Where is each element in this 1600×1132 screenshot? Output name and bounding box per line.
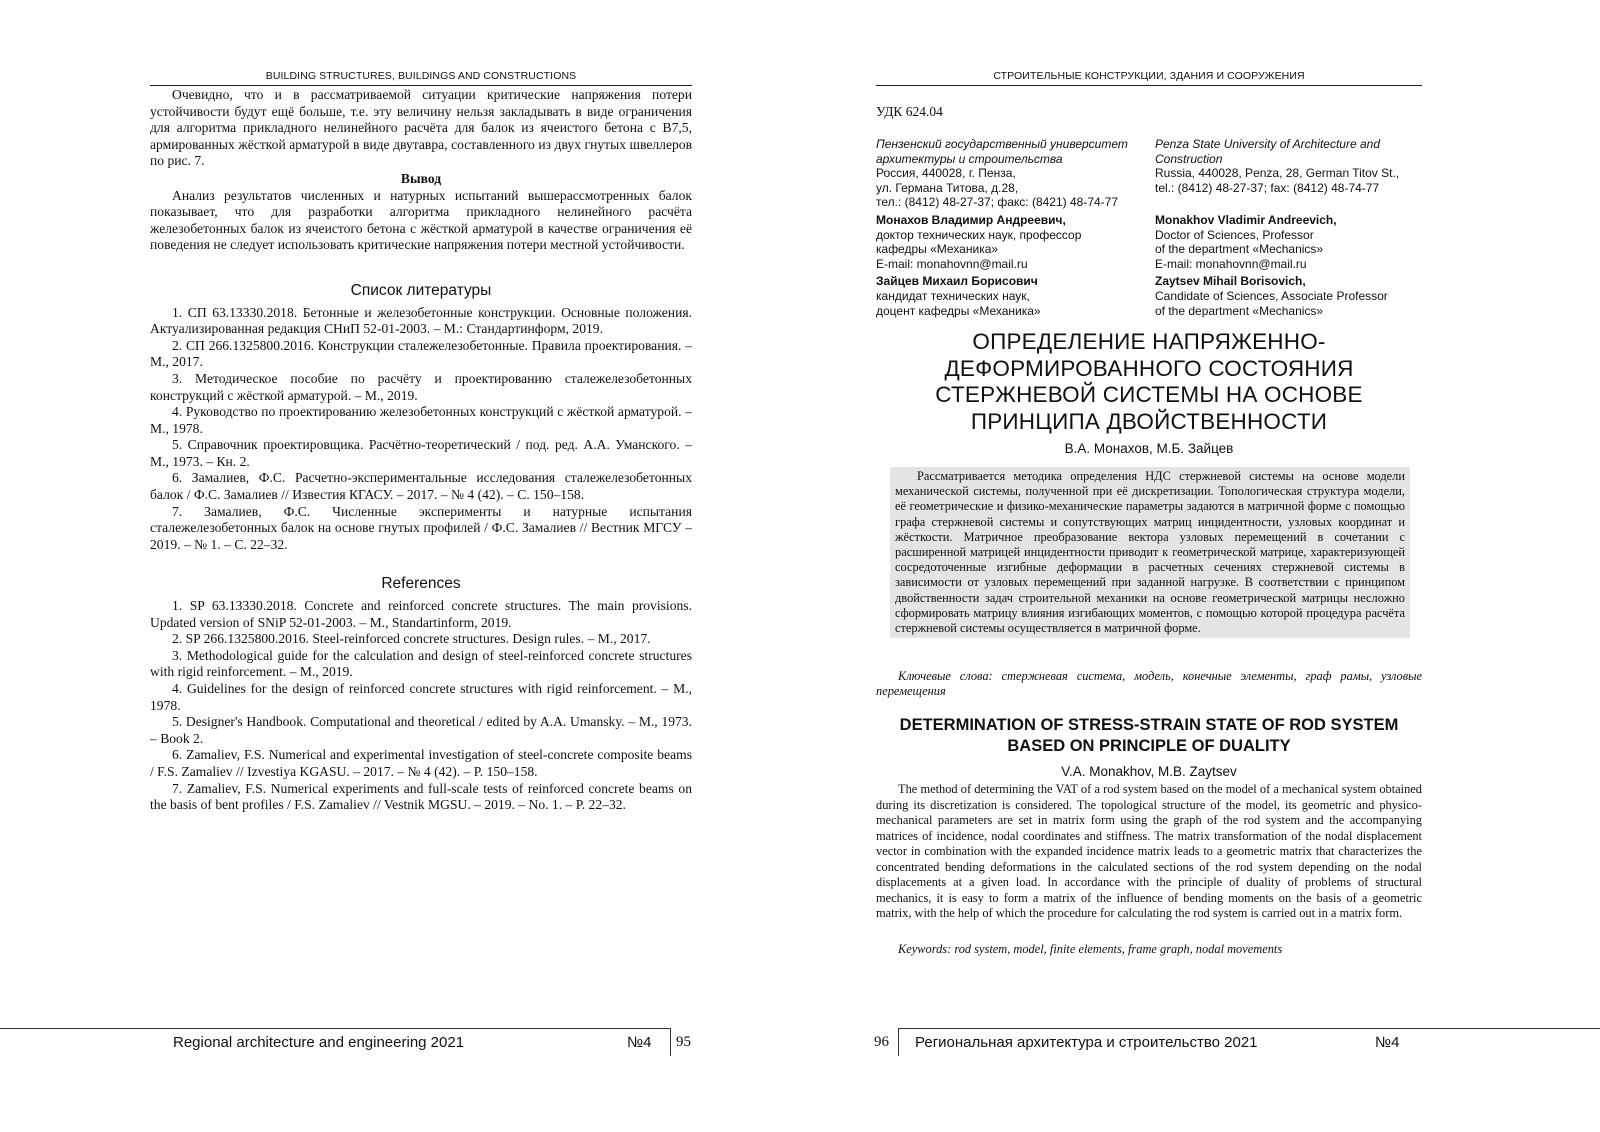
abstract-en (876, 782, 1422, 922)
footer-journal-name: Regional architecture and engineering 2021 (173, 1034, 465, 1051)
bibliography-ru-list (150, 305, 692, 554)
author-name: Monakhov Vladimir Andreevich, (1155, 212, 1337, 227)
abstract-en-text: The method of determining the VAT of a rod system based on the model of a mechanical system obtained during its discretization is considered. The topological structure of the model, its geometric and physico-mechanical parameters are set in matrix form using the graph of the rod system and the accompanying matrices of incidence, nodal coordinates and stiffness. The matrix transformation of the nodal displacement vector in combination with the expanded incidence matrix leads to a geometric matrix that characterizes the concentrated bending deformations in the calculated sections of the rod system depending on the nodal displacements at a given load. In accordance with the principle of duality of problems of structural mechanics, it is easy to form a matrix of the influence of bending moments on the basis of a geometric matrix, with the help of which the procedure for calculating the rod system is carried out in a matrix form. (876, 782, 1422, 920)
list-item: 5. Designer's Handbook. Computational and theoretical / edited by A.A. Umansky. – M., 1973. – Book 2. (150, 714, 692, 746)
author-title: Doctor of Sciences, Professor (1155, 227, 1314, 242)
footer-divider (670, 1028, 671, 1056)
authors-ru: В.А. Монахов, М.Б. Зайцев (1064, 441, 1234, 456)
footer-divider (898, 1028, 899, 1056)
list-item: 1. СП 63.13330.2018. Бетонные и железобетонные конструкции. Основные положения. Актуализированная редакция СНиП 52-01-2003. – М.: Стандартинформ, 2019. (150, 304, 692, 337)
phone-line: тел.: (8412) 48-27-37; факс: (8421) 48-74-77 (876, 195, 1119, 210)
running-head: BUILDING STRUCTURES, BUILDINGS AND CONSTRUCTIONS (265, 70, 577, 82)
footer-issue: №4 (627, 1034, 652, 1051)
header-rule (150, 85, 692, 86)
abstract-ru (890, 467, 1410, 638)
page-number: 96 (874, 1034, 889, 1050)
running-head: СТРОИТЕЛЬНЫЕ КОНСТРУКЦИИ, ЗДАНИЯ И СООРУЖЕНИЯ (993, 70, 1305, 82)
conclusion-text: Анализ результатов численных и натурных испытаний вышерассмотренных балок показывает, что для разработки алгоритма прикладного нелинейного расчёта железобетонных балок из ячеистого бетона с жёсткой арматурой в качестве ограничения её поведения не следует использовать критические напряжения потери местной устойчивости. (150, 187, 692, 253)
keywords-ru-text: Ключевые слова: стержневая система, модель, конечные элементы, граф рамы, узловые перемещения (876, 669, 1422, 699)
udk-code: УДК 624.04 (876, 104, 943, 119)
right-page (800, 0, 1600, 1132)
author-title: кафедры «Механика» (876, 242, 999, 257)
author-title: доцент кафедры «Механика» (876, 303, 1041, 318)
bibliography-ru-title: Список литературы (350, 281, 492, 299)
author-title: Candidate of Sciences, Associate Professor (1155, 288, 1388, 303)
header-rule (876, 85, 1422, 86)
abstract-ru-text: Рассматривается методика определения НДС стержневой системы на основе модели механической системы, полученной при её дискретизации. Топологическая структура модели, её геометрические и физико-механические параметры задаются в матричной форме с помощью графа стержневой системы и сопутствующих матриц инцидентности, узловых координат и жёсткости. Матричное преобразование вектора узловых перемещений в сочетании с расширенной матрицей инцидентности приводит к геометрической матрице, характеризующей сосредоточенные изгибные деформации в расчетных сечениях стержневой системы в зависимости от узловых перемещений при заданной нагрузке. В соответствии с принципом двойственности задач строительной механики на основе геометрической матрицы несложно сформировать матрицу влияния изгибающих моментов, с помощью которой процедура расчёта стержневой системы осуществляется в матричной форме. (895, 469, 1405, 636)
author-title: кандидат технических наук, (876, 288, 1030, 303)
address-line: Россия, 440028, г. Пенза, (876, 166, 1016, 181)
references-en-title: References (381, 575, 461, 593)
list-item: 5. Справочник проектировщика. Расчётно-теоретический / под. ред. А.А. Уманского. – М., 1973. – Кн. 2. (150, 437, 692, 469)
affiliation-ru (876, 137, 1148, 318)
affiliation-en (1155, 137, 1423, 318)
intro-paragraph: Очевидно, что и в рассматриваемой ситуации критические напряжения потери устойчивости будут ещё больше, т.е. эту величину нельзя закладывать в виде ограничения для алгоритма прикладного нелинейного расчёта для балок из ячеистого бетона с В7,5, армированных жёсткой арматурой в виде двутавра, составленного из двух гнутых швеллеров по рис. 7. (150, 87, 692, 169)
list-item: 4. Guidelines for the design of reinforced concrete structures with rigid reinforcement. – M., 1978. (150, 681, 692, 713)
author-name: Zaytsev Mihail Borisovich, (1155, 274, 1306, 289)
list-item: 6. Zamaliev, F.S. Numerical and experimental investigation of steel-concrete composite beams / F.S. Zamaliev // Izvestiya KGASU. – 2017. – № 4 (42). – P. 150–158. (150, 747, 692, 779)
list-item: 3. Методическое пособие по расчёту и проектированию сталежелезобетонных конструкций с жёсткой арматурой. – М., 2019. (150, 370, 692, 403)
author-email: E-mail: monahovnn@mail.ru (876, 256, 1028, 271)
list-item: 7. Zamaliev, F.S. Numerical experiments and full-scale tests of reinforced concrete beams on the basis of bent profiles / F.S. Zamaliev // Vestnik MGSU. – 2019. – No. 1. – P. 22–32. (150, 780, 692, 813)
institution-name: Penza State University of Architecture and Construction (1155, 137, 1380, 166)
keywords-ru (876, 669, 1422, 699)
phone-line: tel.: (8412) 48-27-37; fax: (8412) 48-74-77 (1155, 180, 1380, 195)
author-title: of the department «Mechanics» (1155, 242, 1324, 257)
author-title: of the department «Mechanics» (1155, 303, 1324, 318)
authors-en: V.A. Monakhov, M.B. Zaytsev (1061, 764, 1237, 779)
keywords-en: Keywords: rod system, model, finite elements, frame graph, nodal movements (898, 942, 1283, 956)
list-item: 2. СП 266.1325800.2016. Конструкции сталежелезобетонные. Правила проектирования. – М., 2017. (150, 337, 692, 370)
page-number: 95 (676, 1034, 691, 1050)
footer-journal-name: Региональная архитектура и строительство 2021 (915, 1034, 1258, 1051)
author-name: Монахов Владимир Андреевич, (876, 212, 1066, 227)
conclusion-title: Вывод (400, 170, 442, 186)
footer-rule (0, 1028, 670, 1029)
address-line: ул. Германа Титова, д.28, (876, 180, 1019, 195)
list-item: 4. Руководство по проектированию железобетонных конструкций с жёсткой арматурой. – М., 1978. (150, 404, 692, 436)
author-title: доктор технических наук, профессор (876, 227, 1082, 242)
list-item: 6. Замалиев, Ф.С. Расчетно-экспериментальные исследования сталежелезобетонных балок / Ф.С. Замалиев // Известия КГАСУ. – 2017. – № 4 (42). – С. 150–158. (150, 470, 692, 503)
address-line: Russia, 440028, Penza, 28, German Titov St., (1155, 166, 1400, 181)
list-item: 1. SP 63.13330.2018. Concrete and reinforced concrete structures. The main provisions. Updated version of SNiP 52-01-2003. – M., Standartinform, 2019. (150, 598, 692, 630)
references-en-list (150, 598, 692, 814)
list-item: 7. Замалиев, Ф.С. Численные эксперименты и натурные испытания сталежелезобетонных балок на основе гнутых профилей / Ф.С. Замалиев // Вестник МГСУ – 2019. – № 1. – С. 22–32. (150, 503, 692, 552)
author-email: E-mail: monahovnn@mail.ru (1155, 256, 1307, 271)
article-title-en: DETERMINATION OF STRESS-STRAIN STATE OF ROD SYSTEM BASED ON PRINCIPLE OF DUALITY (899, 716, 1399, 755)
list-item: 2. SP 266.1325800.2016. Steel-reinforced concrete structures. Design rules. – M., 2017. (172, 631, 651, 647)
article-title-ru: ОПРЕДЕЛЕНИЕ НАПРЯЖЕННО-ДЕФОРМИРОВАННОГО СОСТОЯНИЯ СТЕРЖНЕВОЙ СИСТЕМЫ НА ОСНОВЕ ПРИНЦИПА ДВОЙСТВЕННОСТИ (935, 329, 1363, 434)
institution-name: Пензенский государственный университет архитектуры и строительства (876, 137, 1128, 166)
list-item: 3. Methodological guide for the calculation and design of steel-reinforced concrete structures with rigid reinforcement. – M., 2019. (150, 647, 692, 680)
left-text-column (150, 87, 692, 814)
author-name: Зайцев Михаил Борисович (876, 274, 1038, 289)
footer-rule (898, 1028, 1600, 1029)
footer-issue: №4 (1375, 1034, 1400, 1051)
